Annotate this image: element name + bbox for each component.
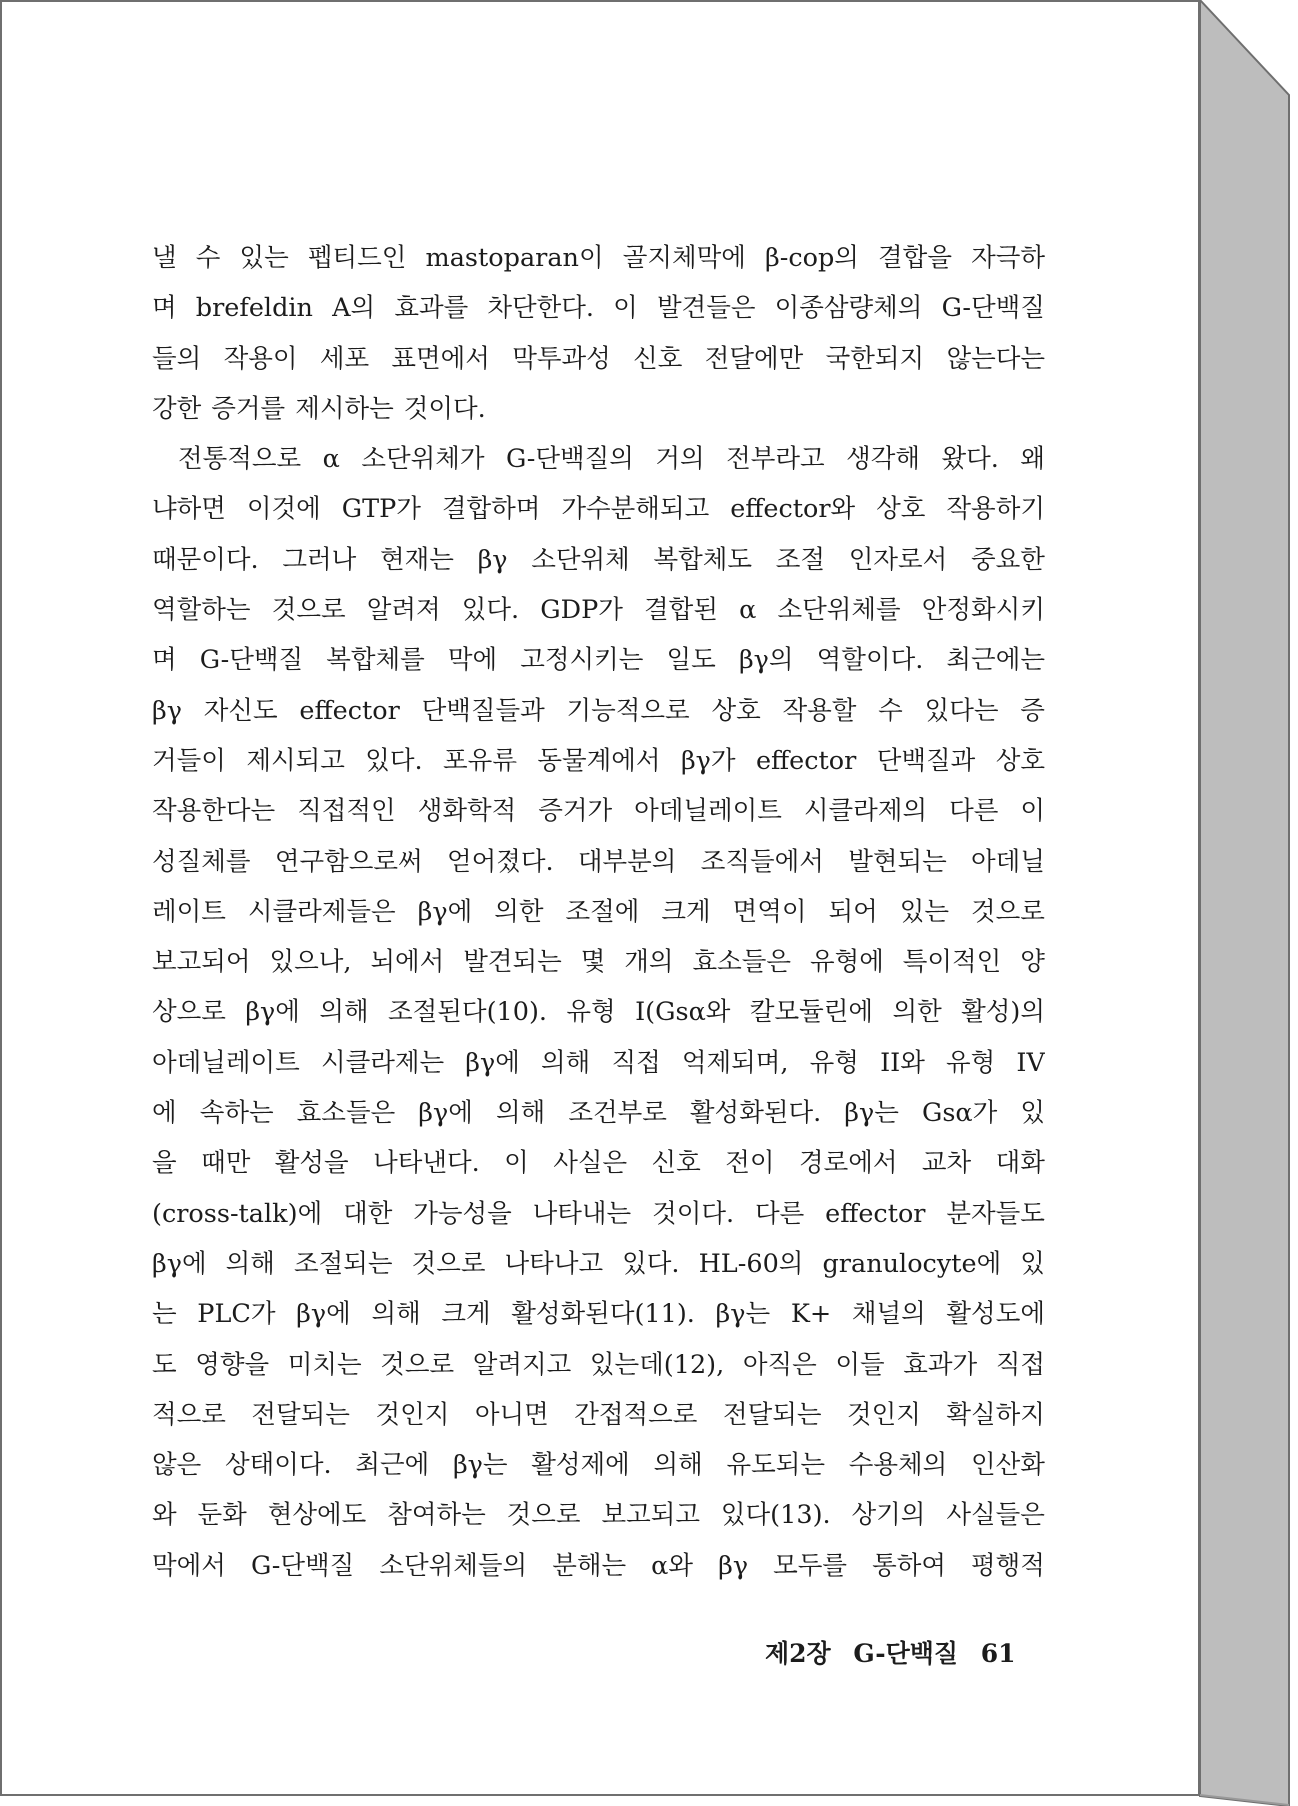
word: 조절에	[565, 896, 640, 927]
word: 효과가	[903, 1349, 978, 1380]
word: 유형	[946, 1047, 996, 1078]
word: 막에서	[152, 1550, 226, 1581]
word: 조절되는	[294, 1248, 393, 1279]
chapter-label: 제2장	[765, 1639, 831, 1668]
word: 시클라제들은	[247, 896, 396, 927]
word: 고정시키는	[520, 645, 644, 676]
word: 작용할	[782, 695, 857, 726]
word: 상호	[876, 494, 926, 525]
word: 이	[504, 1148, 529, 1179]
word: 때만	[201, 1148, 251, 1179]
word: 몇	[580, 947, 606, 978]
text-line	[152, 1440, 1045, 1490]
word: 알려져	[366, 595, 441, 626]
word: 수용체의	[848, 1450, 948, 1481]
word: 다른	[949, 796, 999, 827]
text-line	[152, 1138, 1045, 1188]
word: mastoparan이	[425, 243, 604, 273]
word: 채널의	[851, 1299, 926, 1330]
text-line	[152, 937, 1045, 987]
word: G-단백질	[199, 645, 304, 676]
word: brefeldin	[195, 293, 313, 324]
word: 크게	[661, 896, 711, 927]
word: 사실은	[553, 1148, 628, 1179]
word: 동물계에서	[537, 745, 661, 776]
word: 상으로	[152, 997, 226, 1028]
word: 활성화된다.	[689, 1098, 822, 1129]
word: 확실하지	[946, 1399, 1045, 1430]
text-line	[152, 1189, 1045, 1239]
word: 효소들은	[692, 947, 792, 978]
word: 수	[878, 695, 903, 726]
text-line	[152, 1340, 1045, 1390]
word: 것이다.	[652, 1198, 735, 1229]
word: 이종삼량체의	[774, 293, 923, 324]
word: 조직들에서	[700, 846, 824, 877]
word: 전부라고	[726, 444, 825, 475]
word: 나타나고	[504, 1248, 604, 1279]
word: 역할이다.	[816, 645, 924, 676]
text-line	[152, 1289, 1045, 1339]
word: 직접	[995, 1349, 1045, 1380]
word: 속하는	[199, 1098, 274, 1129]
word: 자신도	[203, 695, 278, 726]
word: 골지체막에	[622, 243, 746, 273]
word: 단백질과	[876, 745, 976, 776]
word: 상호	[711, 695, 761, 726]
word: 신호	[651, 1148, 701, 1179]
word: 시클라제는	[320, 1047, 445, 1078]
word: 활성)의	[961, 997, 1045, 1028]
word: HL-60의	[698, 1248, 804, 1279]
word: 것인지	[375, 1399, 450, 1430]
word: 있는	[239, 243, 289, 273]
word: 않은	[152, 1450, 202, 1481]
word: 대부분의	[577, 846, 677, 877]
word: 효소들은	[296, 1098, 396, 1129]
word: 역할하는	[152, 595, 251, 626]
word: 생화학적	[417, 796, 517, 827]
word: βγ	[718, 1550, 749, 1581]
word: 알려지고	[472, 1349, 572, 1380]
word: 막에	[447, 645, 498, 676]
word: 의한	[892, 997, 942, 1028]
word: βγ의	[738, 645, 794, 676]
word: 의해	[319, 997, 369, 1028]
word: 그러나	[282, 544, 357, 575]
word: βγ에	[296, 1299, 351, 1330]
word: 있는	[899, 896, 950, 927]
word: 며	[152, 293, 177, 324]
word: 활성제에	[531, 1450, 630, 1481]
word: 것으로	[506, 1500, 581, 1531]
text-line	[152, 384, 1045, 434]
word: βγ에	[245, 997, 300, 1028]
text-line	[152, 736, 1045, 786]
word: granulocyte에	[822, 1248, 1002, 1279]
word: 발견되는	[463, 947, 562, 978]
word: effector와	[730, 494, 856, 525]
word: 시클라제의	[803, 796, 928, 827]
word: 있다.	[365, 745, 423, 776]
word: 되어	[828, 896, 878, 927]
word: 에	[152, 1098, 177, 1129]
word: II와	[880, 1047, 925, 1078]
word: 낼	[152, 243, 177, 273]
word: I(Gsα와	[635, 997, 731, 1028]
word: βγ는	[452, 1450, 508, 1481]
word: 생각해	[846, 444, 921, 475]
word: 최근에	[355, 1450, 430, 1481]
word: 의해	[653, 1450, 703, 1481]
word: G-단백질의	[505, 444, 634, 475]
text-line	[152, 837, 1045, 887]
word: 유도되는	[726, 1450, 826, 1481]
word: 이들	[835, 1349, 885, 1380]
word: 분해는	[552, 1550, 627, 1581]
word: 현상에도	[267, 1500, 367, 1531]
word: 것으로	[380, 1349, 455, 1380]
word: 연구함으로써	[274, 846, 423, 877]
word: 있	[1020, 1098, 1045, 1129]
word: βγ	[152, 695, 182, 726]
word: 증	[1020, 695, 1045, 726]
word: 가수분해되고	[561, 494, 710, 525]
word: 나타낸다.	[373, 1148, 480, 1179]
text-line	[152, 635, 1045, 685]
word: 경로에서	[798, 1148, 898, 1179]
word: 포유류	[443, 745, 517, 776]
word: 왔다.	[941, 444, 999, 475]
word: βγ가	[680, 745, 736, 776]
word: 펩티드인	[307, 243, 407, 273]
word: 며	[152, 645, 177, 676]
word: GDP가	[540, 595, 623, 626]
body-text	[152, 233, 1045, 1591]
word: 유형에	[809, 947, 884, 978]
word: 복합체도	[653, 544, 753, 575]
word: 성질체를	[152, 846, 251, 877]
text-line	[152, 1541, 1045, 1591]
word: 조절된다(10).	[388, 997, 548, 1028]
word: 크게	[441, 1299, 491, 1330]
word: PLC가	[197, 1299, 276, 1330]
text-line	[152, 1088, 1045, 1138]
word: 나타내는	[532, 1198, 632, 1229]
word: 간접적으로	[574, 1399, 698, 1430]
word: 도	[152, 1349, 177, 1380]
word: 상태이다.	[224, 1450, 332, 1481]
word: 이	[1020, 796, 1045, 827]
word: 효과를	[394, 293, 469, 324]
word: 제시하는	[295, 393, 394, 424]
word: 증거가	[538, 796, 613, 827]
word: 것으로	[271, 595, 346, 626]
word: 특이적인	[902, 947, 1002, 978]
word: K+	[790, 1299, 832, 1330]
text-line	[152, 233, 1045, 283]
word: 중요한	[970, 544, 1045, 575]
word: βγ	[477, 544, 508, 575]
word: 는	[152, 1299, 177, 1330]
text-line	[152, 585, 1045, 635]
word: 이것에	[246, 494, 321, 525]
word: 자극하	[971, 243, 1045, 273]
word: 아직은	[742, 1349, 817, 1380]
word: 인산화	[971, 1450, 1045, 1481]
word: 수	[195, 243, 221, 273]
text-line	[152, 1239, 1045, 1289]
word: 있다(13).	[720, 1500, 831, 1531]
word: 전달되는	[251, 1399, 350, 1430]
word: 레이트	[152, 896, 226, 927]
word: 와	[152, 1500, 177, 1531]
word: 있는데(12),	[589, 1349, 725, 1380]
word: 신호	[633, 343, 683, 374]
word: 인자로서	[848, 544, 948, 575]
word: 것이다.	[403, 393, 486, 424]
word: βγ에	[417, 896, 473, 927]
word: 통하여	[872, 1550, 946, 1581]
word: 면역이	[732, 896, 807, 927]
word: 상호	[995, 745, 1045, 776]
word: 단백질들과	[421, 695, 545, 726]
text-line	[152, 786, 1045, 836]
word: α	[322, 444, 340, 475]
word: 유형	[809, 1047, 859, 1078]
word: 전달에만	[704, 343, 804, 374]
word: 있다.	[461, 595, 520, 626]
word: 직접적인	[297, 796, 396, 827]
word: 의해	[371, 1299, 421, 1330]
word: 거들이	[152, 745, 226, 776]
word: 사실들은	[946, 1500, 1045, 1531]
word: βγ에	[152, 1248, 207, 1279]
word: α	[739, 595, 757, 626]
word: A의	[332, 293, 376, 324]
word: 세포	[319, 343, 370, 374]
word: 현재는	[379, 544, 454, 575]
word: 의해	[495, 1098, 546, 1129]
word: 활성화된다(11).	[511, 1299, 695, 1330]
word: 미치는	[287, 1349, 362, 1380]
word: 있으나,	[269, 947, 352, 978]
word: 가능성을	[413, 1198, 512, 1229]
word: 참여하는	[387, 1500, 486, 1531]
word: 거의	[655, 444, 705, 475]
word: 보고되고	[601, 1500, 700, 1531]
word: 을	[152, 1148, 177, 1179]
word: 대화	[995, 1148, 1045, 1179]
word: G-단백질	[250, 1550, 355, 1581]
word: 다른	[754, 1198, 805, 1229]
word: IV	[1016, 1047, 1045, 1078]
word: 개의	[624, 947, 674, 978]
word: (cross-talk)에	[152, 1198, 323, 1229]
text-line	[152, 535, 1045, 585]
word: 복합체를	[326, 645, 425, 676]
word: 아데닐레이트	[634, 796, 782, 827]
text-line	[152, 434, 1045, 484]
word: 일도	[666, 645, 716, 676]
text-line	[152, 887, 1045, 937]
text-line	[152, 334, 1045, 384]
word: 영향을	[195, 1349, 270, 1380]
word: 직접	[611, 1047, 661, 1078]
word: G-단백질	[941, 293, 1045, 324]
word: 결합을	[878, 243, 952, 273]
word: 작용하기	[946, 494, 1045, 525]
text-line	[152, 686, 1045, 736]
word: 아데닐레이트	[152, 1047, 300, 1078]
word: GTP가	[341, 494, 421, 525]
word: 것인지	[846, 1399, 921, 1430]
word: 뇌에서	[370, 947, 445, 978]
word: 않는다는	[946, 343, 1045, 374]
word: 표면에서	[391, 343, 490, 374]
word: 전통적으로	[178, 444, 302, 475]
word: 상기의	[851, 1500, 926, 1531]
word: βγ는	[844, 1098, 899, 1129]
page-number: 61	[980, 1639, 1016, 1668]
word: 둔화	[197, 1500, 247, 1531]
word: 아니면	[474, 1399, 549, 1430]
word: 것으로	[971, 896, 1045, 927]
word: 있	[1020, 1248, 1045, 1279]
word: 활성도에	[946, 1299, 1045, 1330]
word: 결합하며	[441, 494, 541, 525]
word: 전달되는	[722, 1399, 822, 1430]
word: Gsα가	[921, 1098, 998, 1129]
word: 활성을	[274, 1148, 349, 1179]
word: 막투과성	[512, 343, 611, 374]
word: βγ에	[465, 1047, 520, 1078]
word: 발현되는	[848, 846, 947, 877]
word: 유형	[566, 997, 616, 1028]
word: 증거를	[211, 393, 286, 424]
word: 소단위체가	[361, 444, 485, 475]
word: α와	[651, 1550, 694, 1581]
word: 발견들은	[656, 293, 756, 324]
word: 분자들도	[946, 1198, 1045, 1229]
word: 대한	[343, 1198, 393, 1229]
word: 들의	[152, 343, 202, 374]
word: 국한되지	[825, 343, 925, 374]
word: 기능적으로	[566, 695, 690, 726]
word: 있다는	[924, 695, 999, 726]
word: 안정화시키	[921, 595, 1045, 626]
word: 의한	[494, 896, 544, 927]
word: 의해	[225, 1248, 275, 1279]
word: β-cop의	[764, 243, 859, 273]
word: 차단한다.	[487, 293, 595, 324]
word: 제시되고	[246, 745, 345, 776]
chapter-title: G-단백질	[853, 1639, 959, 1668]
word: 결합된	[644, 595, 718, 626]
word: 의해	[541, 1047, 591, 1078]
word: 모두를	[773, 1550, 848, 1581]
word: 적으로	[152, 1399, 226, 1430]
word: 냐하면	[152, 494, 226, 525]
word: 있다.	[622, 1248, 680, 1279]
text-line	[152, 987, 1045, 1037]
word: 억제되며,	[681, 1047, 789, 1078]
text-line	[152, 484, 1045, 534]
word: 양	[1020, 947, 1045, 978]
word: 평행적	[971, 1550, 1045, 1581]
word: 아데닐	[971, 846, 1045, 877]
text-line	[152, 283, 1045, 333]
word: 이	[613, 293, 638, 324]
text-line	[152, 1390, 1045, 1440]
word: effector	[825, 1198, 926, 1229]
word: 왜	[1020, 444, 1045, 475]
word: 보고되어	[152, 947, 251, 978]
word: 전이	[725, 1148, 775, 1179]
word: 조절	[775, 544, 826, 575]
text-line	[152, 1038, 1045, 1088]
text-line	[152, 1490, 1045, 1540]
word: 작용이	[223, 343, 298, 374]
word: effector	[299, 695, 400, 726]
word: 최근에는	[946, 645, 1045, 676]
word: 소단위체를	[777, 595, 901, 626]
word: 교차	[921, 1148, 972, 1179]
word: 소단위체들의	[379, 1550, 528, 1581]
word: 조건부로	[568, 1098, 667, 1129]
word: 칼모듈린에	[749, 997, 874, 1028]
word: 소단위체	[531, 544, 630, 575]
page-footer	[765, 1634, 1030, 1670]
word: 강한	[152, 393, 202, 424]
word: βγ에	[418, 1098, 473, 1129]
word: 작용한다는	[152, 796, 276, 827]
word: βγ는	[715, 1299, 771, 1330]
word: effector	[755, 745, 857, 776]
word: 것으로	[411, 1248, 486, 1279]
word: 때문이다.	[152, 544, 259, 575]
word: 얻어졌다.	[446, 846, 554, 877]
